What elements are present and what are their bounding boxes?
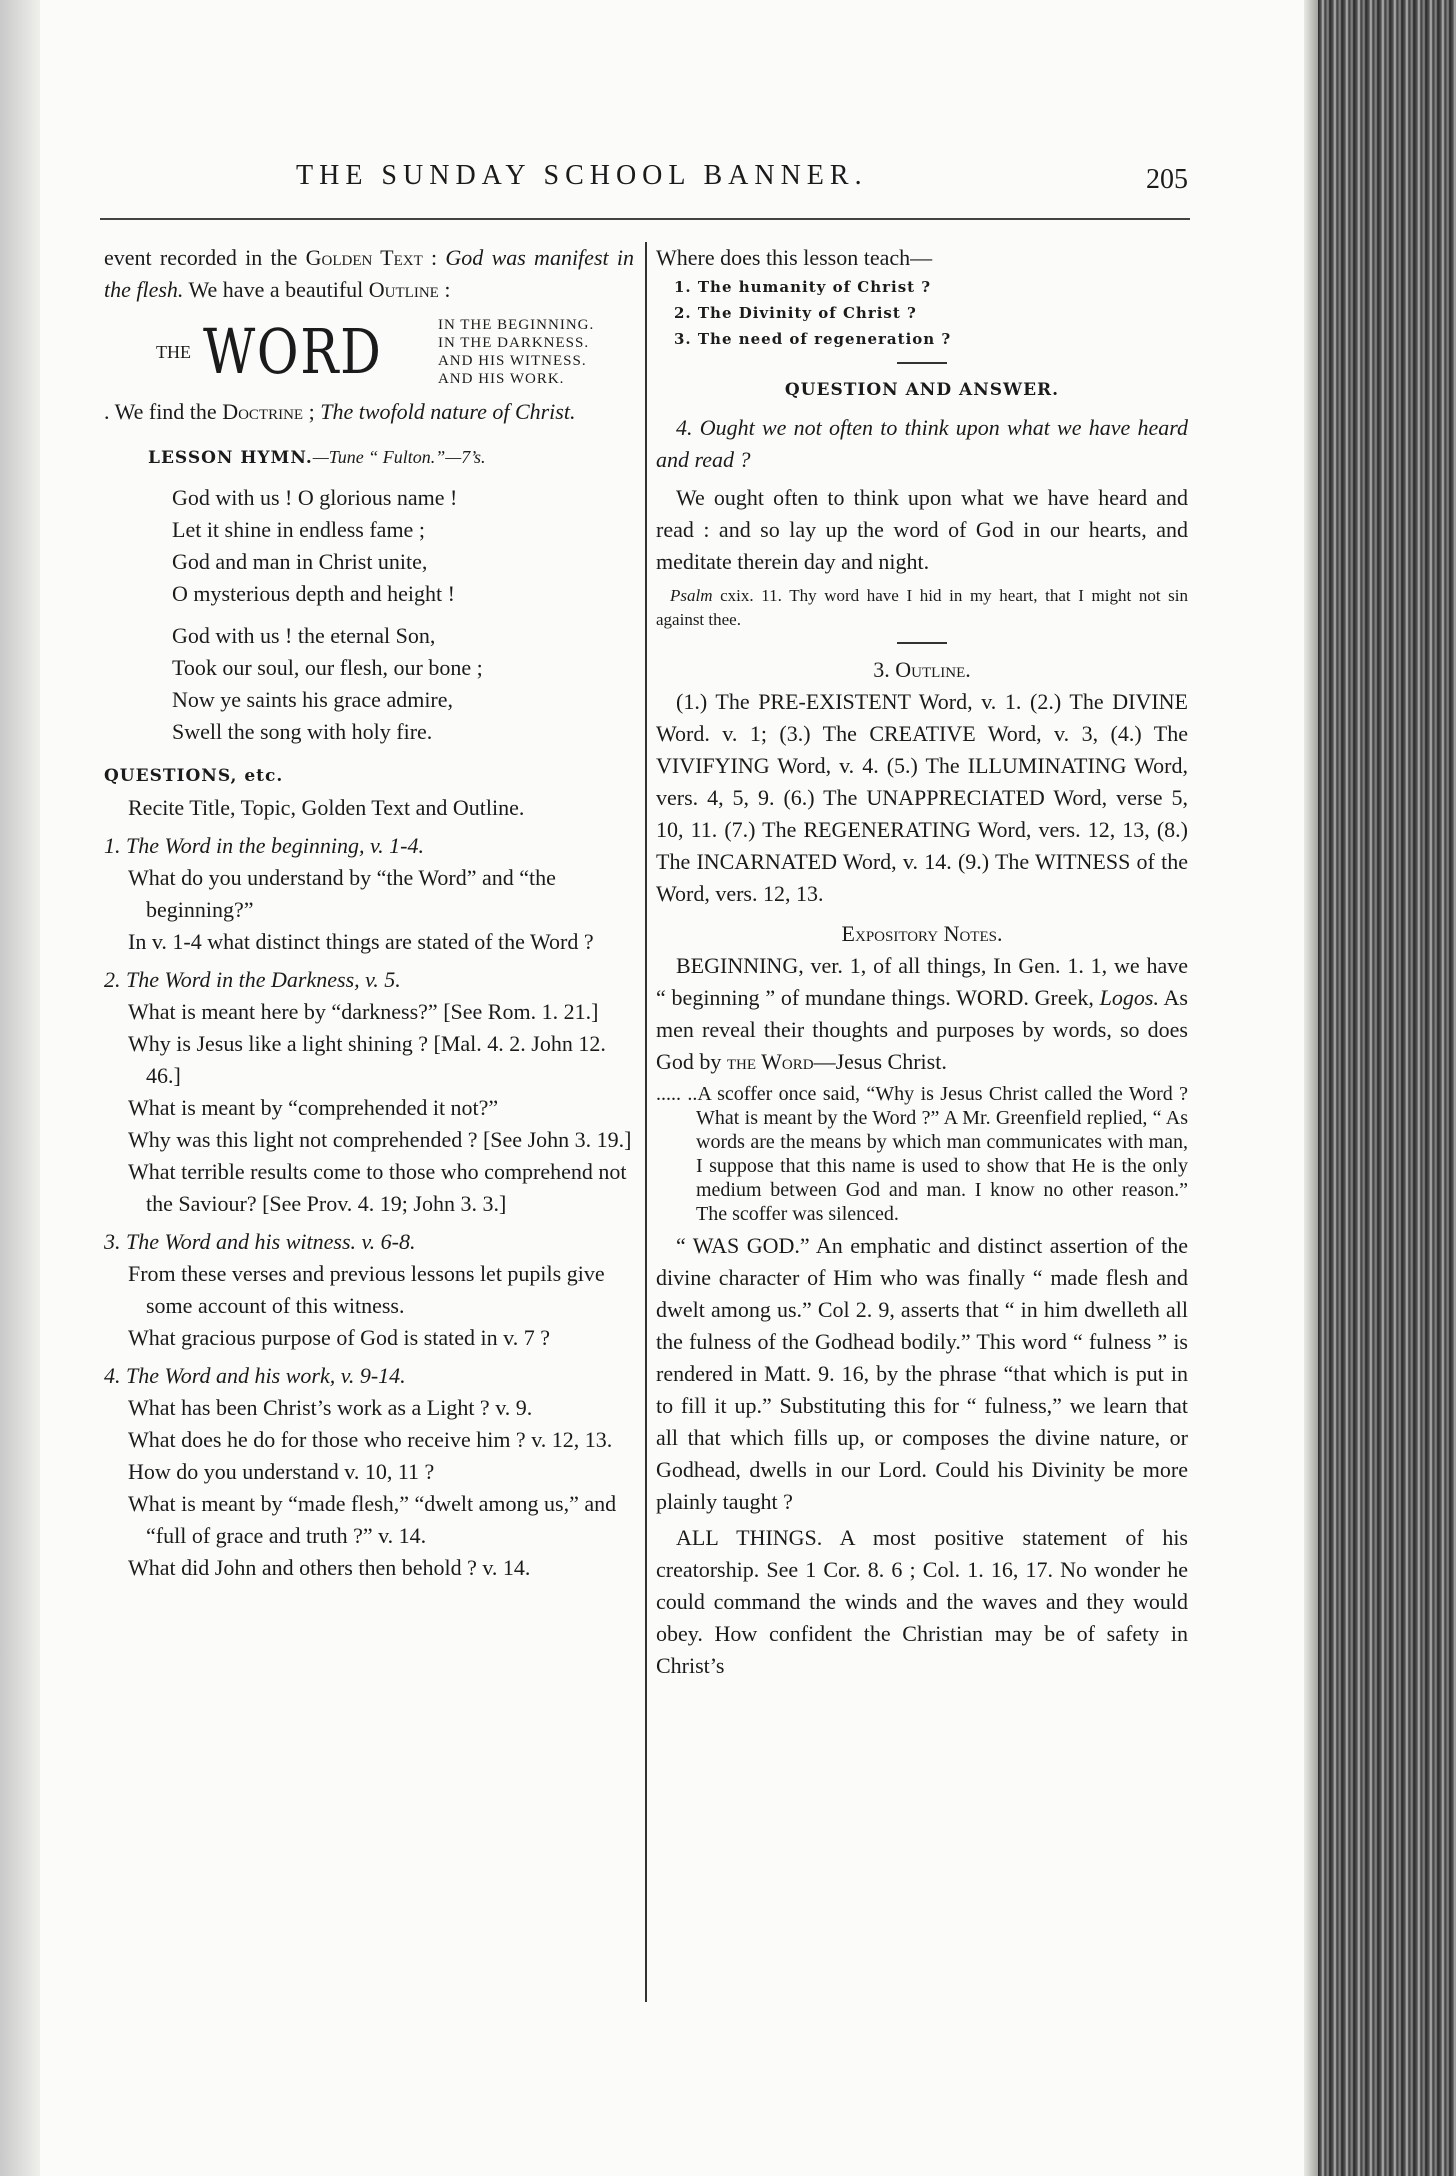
hymn-line: Now ye saints his grace admire, (172, 687, 454, 712)
notes-heading: Expository Notes. (841, 921, 1003, 946)
note-all-things: ALL THINGS. A most positive statement of his creatorship. See 1 Cor. 8. 6 ; Col. 1. 16, 17. No wonder he could command the winds and the waves and they would obey. How confident the Christian may be of safety in Christ’s (656, 1525, 1188, 1678)
question-item: What gracious purpose of God is stated in v. 7 ? (128, 1325, 550, 1350)
page-number: 205 (1146, 164, 1188, 195)
hymn-stanza-1 (104, 482, 634, 610)
hymn-line: Took our soul, our flesh, our bone ; (172, 655, 483, 680)
running-header: THE SUNDAY SCHOOL BANNER. (296, 160, 868, 191)
hymn-line: Swell the song with holy fire. (172, 719, 433, 744)
intro-paragraph: event recorded in the Golden Text : God was manifest in the flesh. We have a beautiful Outline : (104, 245, 634, 302)
question-item: What does he do for those who receive him ? v. 12, 13. (128, 1427, 613, 1452)
right-column (656, 242, 1188, 1682)
outline-heading: 3. Outline. (873, 657, 971, 682)
teach-item: 1. The humanity of Christ ? (674, 278, 932, 296)
hymn-heading: LESSON HYMN.—Tune “ Fulton.”—7’s. (148, 447, 486, 468)
recite-line: Recite Title, Topic, Golden Text and Outline. (128, 795, 525, 820)
question-item: What is meant by “comprehended it not?” (128, 1095, 499, 1120)
question-item: What do you understand by “the Word” and “the beginning?” (128, 865, 556, 922)
book-spine (1318, 0, 1456, 2176)
qa-question: 4. Ought we not often to think upon what we have heard and read ? (656, 415, 1188, 472)
note-beginning: BEGINNING, ver. 1, of all things, In Gen. 1. 1, we have “ beginning ” of mundane things. WORD. Greek, Logos. As men reveal their thoughts and purposes by words, so does God by the Word—Jesus Christ. (656, 953, 1188, 1074)
word-outline-word: WORD (203, 315, 383, 388)
word-outline-item: IN THE BEGINNING. (437, 317, 595, 333)
qa-reference: Psalm cxix. 11. Thy word have I hid in my heart, that I might not sin against thee. (656, 586, 1188, 629)
teach-list (656, 274, 1188, 352)
hymn-stanza-2 (104, 620, 634, 748)
question-item: In v. 1-4 what distinct things are stated of the Word ? (128, 929, 594, 954)
qa-answer: We ought often to think upon what we have heard and read : and so lay up the word of God in our hearts, and meditate therein day and night. (656, 485, 1188, 574)
word-outline-item: IN THE DARKNESS. (437, 335, 590, 351)
question-item: How do you understand v. 10, 11 ? (128, 1459, 435, 1484)
question-section-title: 1. The Word in the beginning, v. 1-4. (104, 833, 424, 858)
questions-heading: QUESTIONS, etc. (104, 766, 284, 786)
word-outline-item: AND HIS WITNESS. (437, 353, 587, 369)
doctrine-paragraph: . We find the Doctrine ; The twofold nature of Christ. (104, 399, 576, 424)
question-item: What has been Christ’s work as a Light ? v. 9. (128, 1395, 533, 1420)
teach-item: 2. The Divinity of Christ ? (674, 304, 917, 322)
question-item: From these verses and previous lessons let pupils give some account of this witness. (128, 1261, 605, 1318)
teach-item: 3. The need of regeneration ? (674, 330, 952, 348)
word-outline (104, 316, 634, 388)
word-outline-item: AND HIS WORK. (437, 371, 565, 387)
section-rule (897, 642, 947, 644)
section-rule (897, 362, 947, 364)
hymn-line: God and man in Christ unite, (172, 549, 428, 574)
question-item: Why is Jesus like a light shining ? [Mal. 4. 2. John 12. 46.] (128, 1031, 606, 1088)
question-section-title: 4. The Word and his work, v. 9-14. (104, 1363, 406, 1388)
hymn-line: O mysterious depth and height ! (172, 581, 455, 606)
header-rule (100, 218, 1190, 220)
teach-intro: Where does this lesson teach— (656, 245, 933, 270)
question-item: What terrible results come to those who comprehend not the Saviour? [See Prov. 4. 19; John 3. 3.] (128, 1159, 627, 1216)
question-item: What is meant by “made flesh,” “dwelt among us,” and “full of grace and truth ?” v. 14. (128, 1491, 617, 1548)
question-section-title: 3. The Word and his witness. v. 6-8. (104, 1229, 416, 1254)
page-left-edge (0, 0, 40, 2176)
word-outline-list (438, 316, 594, 388)
question-item: Why was this light not comprehended ? [See John 3. 19.] (128, 1127, 632, 1152)
word-outline-the: THE (156, 342, 191, 362)
hymn-line: God with us ! O glorious name ! (172, 485, 458, 510)
column-divider (645, 242, 647, 2002)
note-was-god: “ WAS GOD.” An emphatic and distinct assertion of the divine character of Him who was finally “ made flesh and dwelt among us.” Col 2. 9, asserts that “ in him dwelleth all the fulness of the Godhead bodily.” This word “ fulness ” is rendered in Matt. 9. 16, by the phrase “that which is put in to fill it up.” Substituting this for “ fulness,” we learn that all that which fills up, or composes the divine nature, or Godhead, dwells in our Lord. Could his Divinity be more plainly taught ? (656, 1233, 1188, 1514)
hymn-line: God with us ! the eternal Son, (172, 623, 436, 648)
qa-heading: QUESTION AND ANSWER. (784, 380, 1060, 400)
question-section-title: 2. The Word in the Darkness, v. 5. (104, 967, 401, 992)
hymn-line: Let it shine in endless fame ; (172, 517, 425, 542)
anecdote: ..... ..A scoffer once said, “Why is Jesus Christ called the Word ? What is meant by the Word ?” A Mr. Greenfield replied, “ As words are the means by which man communicates with man, I suppose that this name is used to show that He is the only medium between God and man. I know no other reason.” The scoffer was silenced. (656, 1083, 1188, 1225)
outline-text: (1.) The PRE-EXISTENT Word, v. 1. (2.) The DIVINE Word. v. 1; (3.) The CREATIVE Word, v. 3, (4.) The VIVIFYING Word, v. 4. (5.) The ILLUMINATING Word, vers. 4, 5, 9. (6.) The UNAPPRECIATED Word, verse 5, 10, 11. (7.) The REGENERATING Word, vers. 12, 13, (8.) The INCARNATED Word, v. 14. (9.) The WITNESS of the Word, vers. 12, 13. (656, 689, 1188, 906)
question-item: What did John and others then behold ? v. 14. (128, 1555, 531, 1580)
left-column (104, 242, 634, 1584)
question-item: What is meant here by “darkness?” [See Rom. 1. 21.] (128, 999, 599, 1024)
